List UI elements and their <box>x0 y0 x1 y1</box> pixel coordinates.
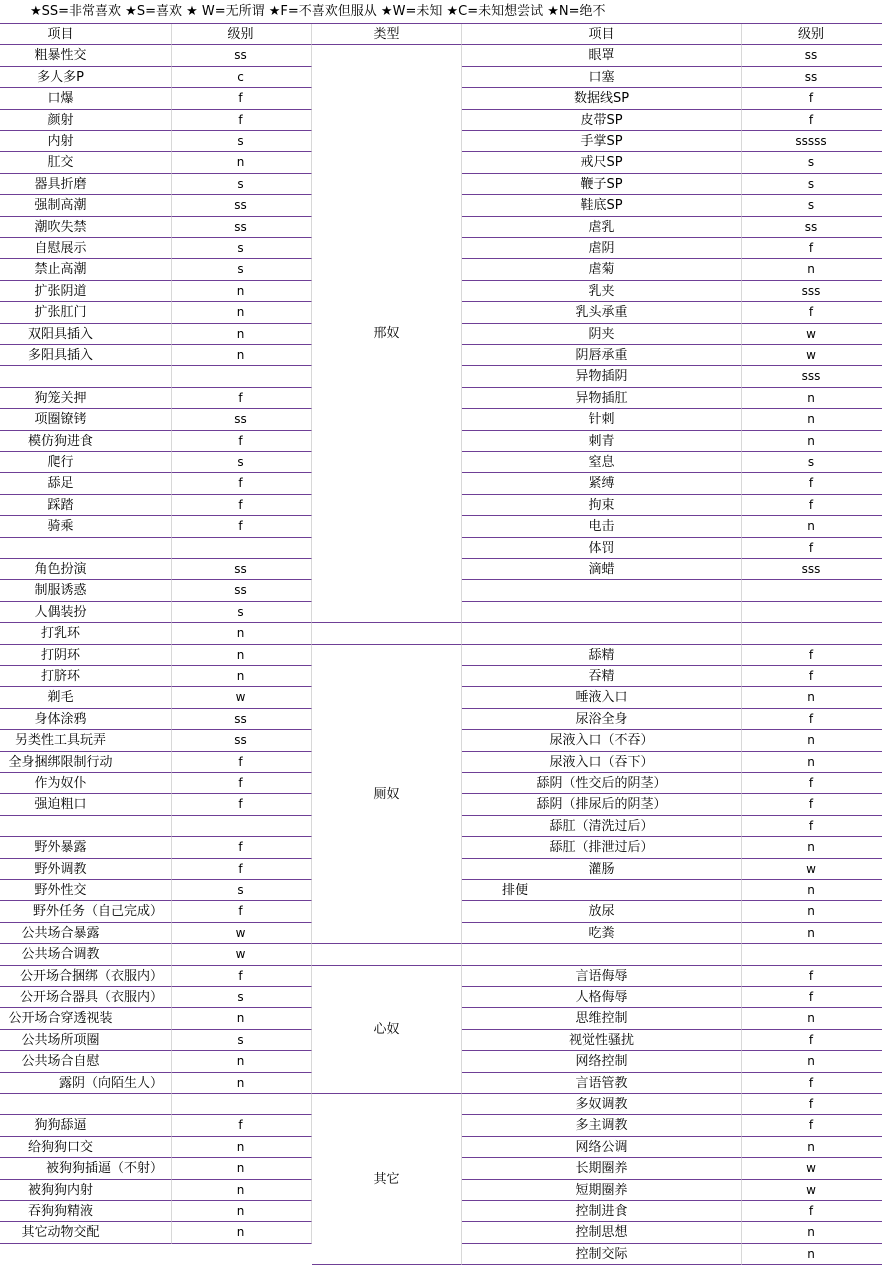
right-item-cell: 阴唇承重 <box>462 345 742 366</box>
left-item-cell: 扩张阴道 <box>0 281 172 302</box>
left-level-cell: f <box>172 1115 312 1136</box>
right-level-cell: f <box>742 1030 882 1051</box>
left-level-cell: s <box>172 880 312 901</box>
right-level-cell: f <box>742 666 882 687</box>
left-level-cell: f <box>172 495 312 516</box>
right-item-cell: 人格侮辱 <box>462 987 742 1008</box>
left-item-cell <box>0 538 172 559</box>
left-level-cell: c <box>172 67 312 88</box>
left-level-cell: f <box>172 773 312 794</box>
right-level-cell: w <box>742 345 882 366</box>
right-level-cell: f <box>742 473 882 494</box>
left-item-cell: 颜射 <box>0 110 172 131</box>
right-item-cell: 刺青 <box>462 431 742 452</box>
right-item-cell: 吃粪 <box>462 923 742 944</box>
left-level-cell: f <box>172 859 312 880</box>
left-level-cell: n <box>172 1158 312 1179</box>
right-item-cell: 滴蜡 <box>462 559 742 580</box>
type-group-cell: 心奴 <box>312 966 462 1094</box>
right-item-cell: 舔阴（性交后的阴茎） <box>462 773 742 794</box>
right-item-cell: 灌肠 <box>462 859 742 880</box>
right-level-cell: s <box>742 452 882 473</box>
left-level-cell: n <box>172 345 312 366</box>
left-level-cell: f <box>172 966 312 987</box>
right-item-cell: 控制交际 <box>462 1244 742 1265</box>
left-level-cell: s <box>172 452 312 473</box>
left-item-cell: 爬行 <box>0 452 172 473</box>
right-level-cell: s <box>742 152 882 173</box>
left-item-cell: 人偶装扮 <box>0 602 172 623</box>
right-level-cell: n <box>742 687 882 708</box>
left-item-cell: 扩张肛门 <box>0 302 172 323</box>
right-item-cell: 虐菊 <box>462 259 742 280</box>
left-level-cell: n <box>172 1201 312 1222</box>
right-level-cell: f <box>742 1073 882 1094</box>
left-level-cell: w <box>172 687 312 708</box>
left-item-cell: 强迫粗口 <box>0 794 172 815</box>
left-item-cell: 强制高潮 <box>0 195 172 216</box>
right-level-cell: f <box>742 794 882 815</box>
right-item-cell: 唾液入口 <box>462 687 742 708</box>
right-item-cell: 电击 <box>462 516 742 537</box>
left-item-cell: 作为奴仆 <box>0 773 172 794</box>
right-item-cell: 眼罩 <box>462 45 742 66</box>
right-item-cell <box>462 602 742 623</box>
type-group-cell: 邢奴 <box>312 45 462 623</box>
left-item-cell <box>0 816 172 837</box>
left-level-cell: ss <box>172 580 312 601</box>
right-item-cell: 乳头承重 <box>462 302 742 323</box>
left-item-cell: 狗笼关押 <box>0 388 172 409</box>
right-item-cell: 多奴调教 <box>462 1094 742 1115</box>
left-level-cell: n <box>172 1051 312 1072</box>
left-item-cell: 给狗狗口交 <box>0 1137 172 1158</box>
right-item-cell: 数据线SP <box>462 88 742 109</box>
left-item-cell: 野外任务（自己完成） <box>0 901 172 922</box>
right-item-cell: 长期圈养 <box>462 1158 742 1179</box>
left-item-cell: 项圈镣铐 <box>0 409 172 430</box>
left-level-cell: n <box>172 1073 312 1094</box>
left-item-cell: 模仿狗进食 <box>0 431 172 452</box>
right-item-cell: 视觉性骚扰 <box>462 1030 742 1051</box>
left-level-cell: f <box>172 388 312 409</box>
left-item-cell: 公开场合器具（衣服内） <box>0 987 172 1008</box>
right-item-cell: 多主调教 <box>462 1115 742 1136</box>
right-item-cell: 异物插阴 <box>462 366 742 387</box>
right-level-cell: n <box>742 431 882 452</box>
right-item-cell: 网络控制 <box>462 1051 742 1072</box>
right-item-cell: 言语管教 <box>462 1073 742 1094</box>
right-level-cell: f <box>742 709 882 730</box>
right-level-cell: f <box>742 238 882 259</box>
left-item-cell: 露阴（向陌生人） <box>0 1073 172 1094</box>
left-level-cell: ss <box>172 559 312 580</box>
left-level-cell: n <box>172 152 312 173</box>
right-level-cell <box>742 944 882 965</box>
right-level-cell <box>742 623 882 644</box>
left-level-cell <box>172 816 312 837</box>
left-level-cell: n <box>172 1137 312 1158</box>
right-level-cell: w <box>742 1180 882 1201</box>
left-level-cell: f <box>172 473 312 494</box>
right-item-cell: 窒息 <box>462 452 742 473</box>
header-left-level: 级别 <box>172 24 312 45</box>
left-item-cell: 骑乘 <box>0 516 172 537</box>
right-level-cell: sssss <box>742 131 882 152</box>
left-item-cell: 身体涂鸦 <box>0 709 172 730</box>
right-item-cell <box>462 580 742 601</box>
right-item-cell: 放尿 <box>462 901 742 922</box>
left-level-cell: n <box>172 1180 312 1201</box>
left-item-cell: 内射 <box>0 131 172 152</box>
right-level-cell <box>742 580 882 601</box>
right-item-cell: 舔肛（排泄过后） <box>462 837 742 858</box>
right-level-cell: n <box>742 901 882 922</box>
left-level-cell: f <box>172 752 312 773</box>
left-level-cell: s <box>172 174 312 195</box>
type-group-cell: 其它 <box>312 1094 462 1265</box>
left-level-cell: s <box>172 259 312 280</box>
right-level-cell: n <box>742 409 882 430</box>
left-item-cell: 舔足 <box>0 473 172 494</box>
left-item-cell: 肛交 <box>0 152 172 173</box>
right-level-cell: f <box>742 538 882 559</box>
left-item-cell: 野外调教 <box>0 859 172 880</box>
left-item-cell: 剃毛 <box>0 687 172 708</box>
left-item-cell: 另类性工具玩弄 <box>0 730 172 751</box>
right-item-cell: 网络公调 <box>462 1137 742 1158</box>
right-item-cell: 尿液入口（吞下） <box>462 752 742 773</box>
right-item-cell: 鞭子SP <box>462 174 742 195</box>
header-right-level: 级别 <box>742 24 882 45</box>
right-level-cell: s <box>742 174 882 195</box>
type-group-cell: 厕奴 <box>312 645 462 945</box>
left-level-cell: f <box>172 516 312 537</box>
right-level-cell: f <box>742 495 882 516</box>
right-item-cell: 虐阴 <box>462 238 742 259</box>
left-item-cell <box>0 1094 172 1115</box>
right-level-cell: n <box>742 880 882 901</box>
left-item-cell: 被狗狗内射 <box>0 1180 172 1201</box>
right-item-cell: 异物插肛 <box>462 388 742 409</box>
left-item-cell: 制服诱惑 <box>0 580 172 601</box>
left-level-cell: n <box>172 302 312 323</box>
left-level-cell: s <box>172 602 312 623</box>
left-level-cell <box>172 538 312 559</box>
left-item-cell: 狗狗舔逼 <box>0 1115 172 1136</box>
left-level-cell: f <box>172 794 312 815</box>
right-level-cell: n <box>742 752 882 773</box>
left-level-cell: s <box>172 238 312 259</box>
right-level-cell: w <box>742 324 882 345</box>
left-level-cell: ss <box>172 709 312 730</box>
right-item-cell: 拘束 <box>462 495 742 516</box>
left-item-cell: 公共场合调教 <box>0 944 172 965</box>
right-level-cell: f <box>742 773 882 794</box>
right-item-cell: 排便 <box>462 880 742 901</box>
right-item-cell: 控制思想 <box>462 1222 742 1243</box>
type-separator-cell <box>312 944 462 965</box>
left-level-cell: ss <box>172 45 312 66</box>
left-level-cell: n <box>172 281 312 302</box>
right-level-cell: f <box>742 1115 882 1136</box>
right-level-cell: s <box>742 195 882 216</box>
right-item-cell: 皮带SP <box>462 110 742 131</box>
right-item-cell: 舔阴（排尿后的阴茎） <box>462 794 742 815</box>
right-level-cell: f <box>742 645 882 666</box>
left-item-cell: 全身捆绑限制行动 <box>0 752 172 773</box>
left-item-cell: 打阴环 <box>0 645 172 666</box>
right-item-cell: 舔精 <box>462 645 742 666</box>
left-item-cell: 打脐环 <box>0 666 172 687</box>
left-level-cell: f <box>172 837 312 858</box>
right-item-cell: 思维控制 <box>462 1008 742 1029</box>
preference-table <box>0 24 882 1280</box>
right-level-cell: f <box>742 1201 882 1222</box>
left-item-cell: 粗暴性交 <box>0 45 172 66</box>
left-item-cell: 口爆 <box>0 88 172 109</box>
right-level-cell: f <box>742 1094 882 1115</box>
right-level-cell: sss <box>742 366 882 387</box>
left-item-cell: 角色扮演 <box>0 559 172 580</box>
left-level-cell: f <box>172 431 312 452</box>
right-level-cell: f <box>742 987 882 1008</box>
left-level-cell: s <box>172 131 312 152</box>
right-item-cell: 鞋底SP <box>462 195 742 216</box>
left-level-cell: s <box>172 987 312 1008</box>
right-level-cell: n <box>742 259 882 280</box>
right-item-cell: 针刺 <box>462 409 742 430</box>
legend-bar: ★SS=非常喜欢 ★S=喜欢 ★ W=无所谓 ★F=不喜欢但服从 ★W=未知 ★C=未知想尝试 ★N=绝不 <box>0 0 882 24</box>
left-level-cell: ss <box>172 409 312 430</box>
right-level-cell: f <box>742 966 882 987</box>
right-item-cell: 阴夹 <box>462 324 742 345</box>
right-level-cell: n <box>742 1222 882 1243</box>
left-level-cell: ss <box>172 195 312 216</box>
right-level-cell: sss <box>742 281 882 302</box>
right-item-cell: 虐乳 <box>462 217 742 238</box>
right-level-cell: w <box>742 859 882 880</box>
left-level-cell: n <box>172 645 312 666</box>
left-item-cell: 公开场合穿透视装 <box>0 1008 172 1029</box>
right-item-cell: 尿浴全身 <box>462 709 742 730</box>
left-item-cell: 自慰展示 <box>0 238 172 259</box>
header-left-item: 项目 <box>0 24 172 45</box>
right-item-cell: 戒尺SP <box>462 152 742 173</box>
left-item-cell: 器具折磨 <box>0 174 172 195</box>
left-level-cell: ss <box>172 730 312 751</box>
right-item-cell: 手掌SP <box>462 131 742 152</box>
left-item-cell: 潮吹失禁 <box>0 217 172 238</box>
right-level-cell: ss <box>742 217 882 238</box>
left-level-cell: f <box>172 901 312 922</box>
right-item-cell: 尿液入口（不吞） <box>462 730 742 751</box>
left-level-cell: w <box>172 944 312 965</box>
left-level-cell: n <box>172 324 312 345</box>
left-level-cell: n <box>172 666 312 687</box>
right-item-cell: 吞精 <box>462 666 742 687</box>
right-level-cell: n <box>742 1244 882 1265</box>
right-item-cell: 舔肛（清洗过后） <box>462 816 742 837</box>
left-item-cell: 被狗狗插逼（不射） <box>0 1158 172 1179</box>
left-item-cell: 多阳具插入 <box>0 345 172 366</box>
right-level-cell: ss <box>742 67 882 88</box>
right-item-cell: 言语侮辱 <box>462 966 742 987</box>
left-item-cell: 野外性交 <box>0 880 172 901</box>
right-level-cell: f <box>742 110 882 131</box>
right-level-cell: sss <box>742 559 882 580</box>
header-type: 类型 <box>312 24 462 45</box>
left-item-cell: 禁止高潮 <box>0 259 172 280</box>
left-level-cell <box>172 1094 312 1115</box>
left-item-cell: 踩踏 <box>0 495 172 516</box>
right-level-cell: ss <box>742 45 882 66</box>
right-item-cell <box>462 944 742 965</box>
right-level-cell: w <box>742 1158 882 1179</box>
right-item-cell: 紧缚 <box>462 473 742 494</box>
header-right-item: 项目 <box>462 24 742 45</box>
left-item-cell: 野外暴露 <box>0 837 172 858</box>
left-item-cell: 公开场合捆绑（衣服内） <box>0 966 172 987</box>
right-level-cell: n <box>742 1051 882 1072</box>
right-level-cell: n <box>742 516 882 537</box>
left-level-cell: n <box>172 1008 312 1029</box>
right-level-cell: f <box>742 302 882 323</box>
right-level-cell: n <box>742 388 882 409</box>
right-level-cell: n <box>742 1008 882 1029</box>
left-level-cell: f <box>172 88 312 109</box>
right-item-cell: 口塞 <box>462 67 742 88</box>
right-item-cell: 短期圈养 <box>462 1180 742 1201</box>
type-separator-cell <box>312 623 462 644</box>
left-item-cell: 双阳具插入 <box>0 324 172 345</box>
left-item-cell: 公共场所项圈 <box>0 1030 172 1051</box>
right-level-cell: n <box>742 837 882 858</box>
left-item-cell <box>0 366 172 387</box>
right-level-cell <box>742 602 882 623</box>
left-level-cell: w <box>172 923 312 944</box>
left-level-cell <box>172 366 312 387</box>
left-item-cell: 其它动物交配 <box>0 1222 172 1243</box>
left-level-cell: s <box>172 1030 312 1051</box>
right-level-cell: n <box>742 1137 882 1158</box>
left-item-cell: 公共场合暴露 <box>0 923 172 944</box>
left-level-cell: ss <box>172 217 312 238</box>
right-item-cell: 控制进食 <box>462 1201 742 1222</box>
right-level-cell: n <box>742 730 882 751</box>
left-level-cell: n <box>172 1222 312 1243</box>
right-item-cell: 体罚 <box>462 538 742 559</box>
left-level-cell: f <box>172 110 312 131</box>
left-level-cell: n <box>172 623 312 644</box>
left-item-cell: 打乳环 <box>0 623 172 644</box>
left-item-cell: 多人多P <box>0 67 172 88</box>
right-item-cell <box>462 623 742 644</box>
type-separator-cell <box>312 1073 462 1094</box>
right-level-cell: n <box>742 923 882 944</box>
left-item-cell: 吞狗狗精液 <box>0 1201 172 1222</box>
left-item-cell: 公共场合自慰 <box>0 1051 172 1072</box>
right-level-cell: f <box>742 816 882 837</box>
right-level-cell: f <box>742 88 882 109</box>
right-item-cell: 乳夹 <box>462 281 742 302</box>
